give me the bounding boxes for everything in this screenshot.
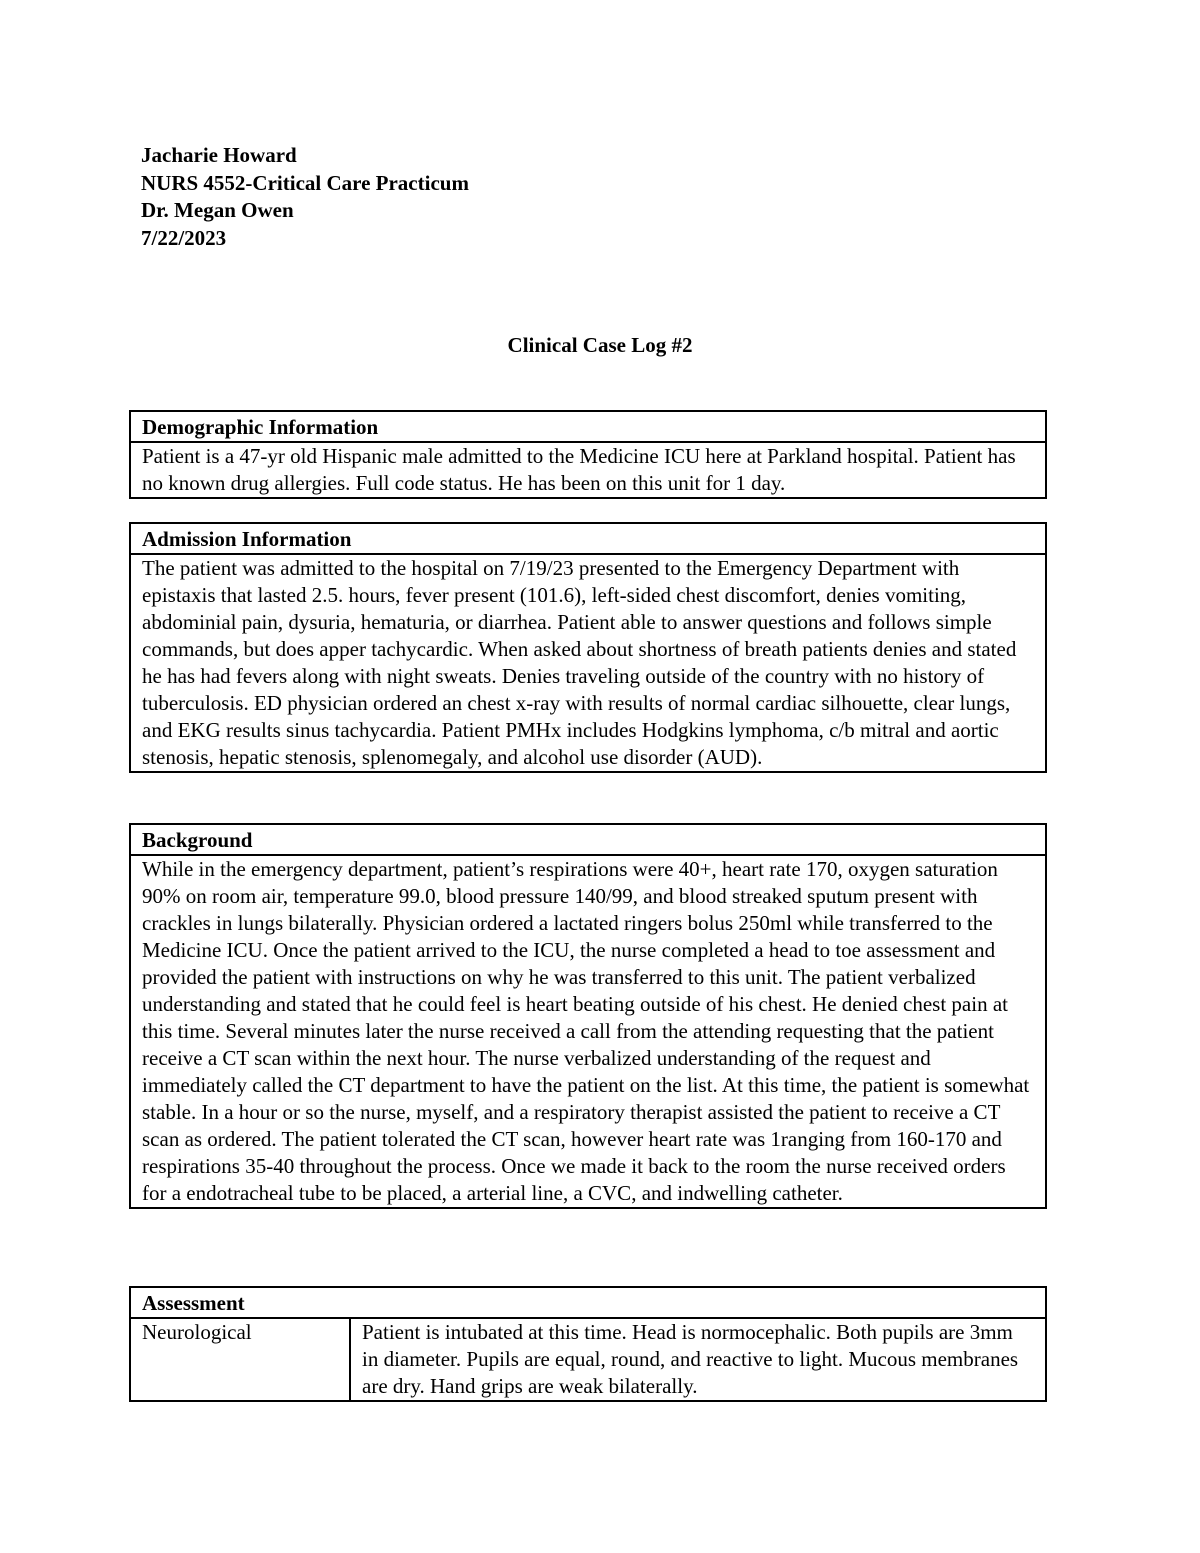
course-name: NURS 4552-Critical Care Practicum (141, 170, 469, 195)
page-title: Clinical Case Log #2 (507, 333, 693, 357)
admission-text: The patient was admitted to the hospital on 7/19/23 presented to the Emergency Department with epistaxis that lasted 2.5. hours, fever present (101.6), left-sided chest discomfort, denies vomiting, abdominial pain, dysuria, hematuria, or diarrhea. Patient able to answer questions and follows simple commands, but does apper tachycardic. When asked about shortness of breath patients denies and stated he has had fevers along with night sweats. Denies traveling outside of the country with no history of tuberculosis. ED physician ordered an chest x-ray with results of normal cardiac silhouette, clear lungs, and EKG results sinus tachycardia. Patient PMHx includes Hodgkins lymphoma, c/b mitral and aortic stenosis, hepatic stenosis, splenomegaly, and alcohol use disorder (AUD). (130, 554, 1046, 772)
header-block (141, 142, 469, 252)
background-table (129, 823, 1047, 1209)
student-name: Jacharie Howard (141, 143, 297, 167)
table-row (130, 1318, 1046, 1401)
assessment-findings: Patient is intubated at this time. Head is normocephalic. Both pupils are 3mm in diameter. Pupils are equal, round, and reactive to light. Mucous membranes are dry. Hand grips are weak bilaterally. (350, 1318, 1046, 1401)
demographic-table (129, 410, 1047, 499)
admission-heading: Admission Information (130, 523, 1046, 554)
assessment-table (129, 1286, 1047, 1402)
admission-table (129, 522, 1047, 773)
demographic-text: Patient is a 47-yr old Hispanic male admitted to the Medicine ICU here at Parkland hospital. Patient has no known drug allergies. Full code status. He has been on this unit for 1 day. (130, 442, 1046, 498)
demographic-heading: Demographic Information (130, 411, 1046, 442)
assessment-system: Neurological (130, 1318, 350, 1401)
instructor-name: Dr. Megan Owen (141, 198, 294, 222)
document-date: 7/22/2023 (141, 225, 227, 250)
background-heading: Background (130, 824, 1046, 855)
assessment-heading: Assessment (130, 1287, 1046, 1318)
background-text: While in the emergency department, patient’s respirations were 40+, heart rate 170, oxygen saturation 90% on room air, temperature 99.0, blood pressure 140/99, and blood streaked sputum present with crackles in lungs bilaterally. Physician ordered a lactated ringers bolus 250ml while transferred to the Medicine ICU. Once the patient arrived to the ICU, the nurse completed a head to toe assessment and provided the patient with instructions on why he was transferred to this unit. The patient verbalized understanding and stated that he could feel is heart beating outside of his chest. He denied chest pain at this time. Several minutes later the nurse received a call from the attending requesting that the patient receive a CT scan within the next hour. The nurse verbalized understanding of the request and immediately called the CT department to have the patient on the list. At this time, the patient is somewhat stable. In a hour or so the nurse, myself, and a respiratory therapist assisted the patient to receive a CT scan as ordered. The patient tolerated the CT scan, however heart rate was 1ranging from 160-170 and respirations 35-40 throughout the process. Once we made it back to the room the nurse received orders for a endotracheal tube to be placed, a arterial line, a CVC, and indwelling catheter. (130, 855, 1046, 1208)
